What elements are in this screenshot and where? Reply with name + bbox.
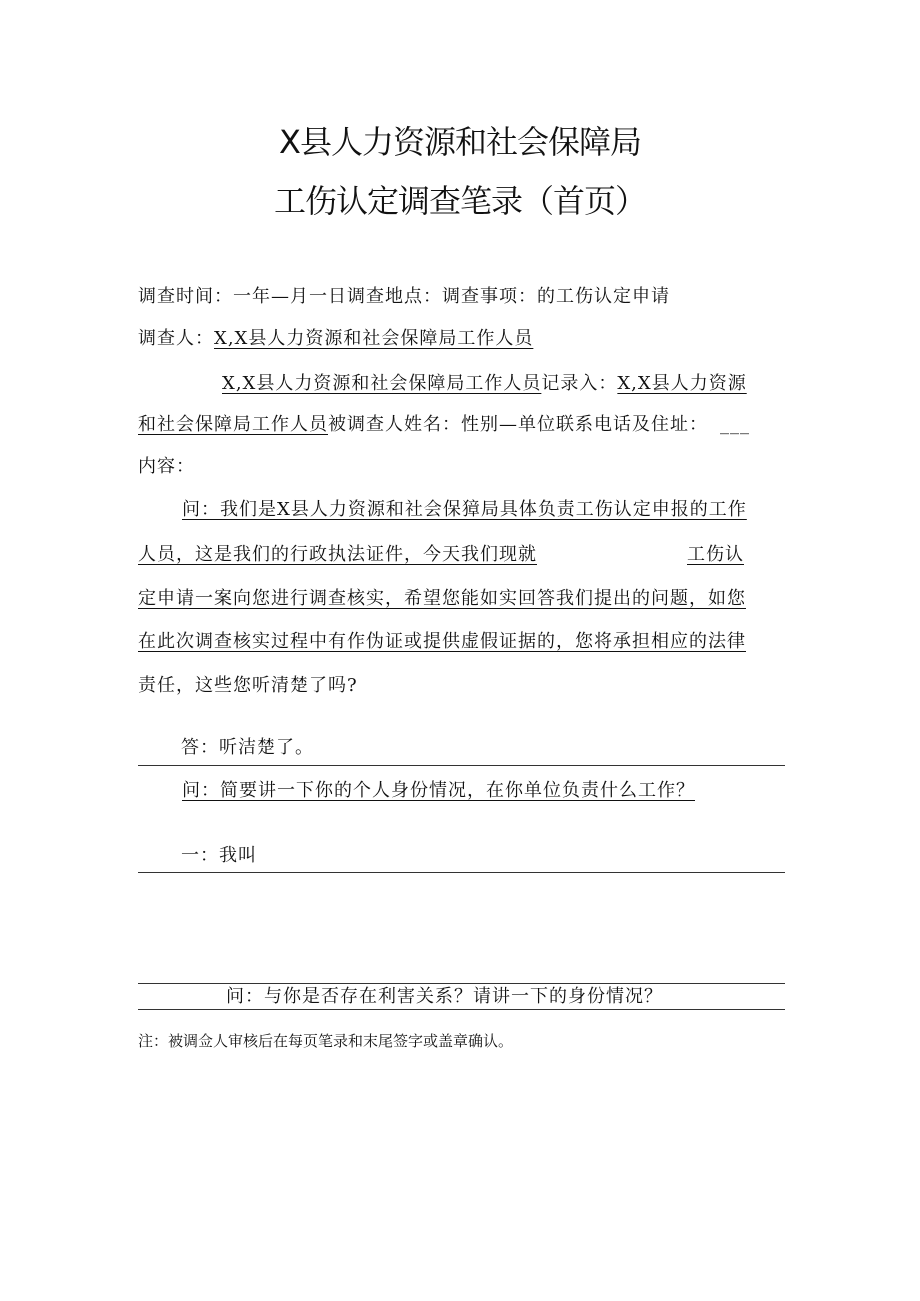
document-title-line-2: 工伤认定调查笔录（首页） xyxy=(273,182,646,220)
q1-line-1-text: 问：我们是X县人力资源和社会保獐局具体负责工伤认定申报的工作 xyxy=(182,499,747,520)
q3-top-rule xyxy=(138,983,785,984)
recorder-label: 记录入： xyxy=(541,373,618,394)
q1-line-3 xyxy=(138,590,746,608)
respondent-fields: 被调查人姓名：性别—单位联系电话及住址： xyxy=(328,414,708,435)
respondent-blank: ___ xyxy=(720,414,750,435)
a2-underline xyxy=(138,872,785,873)
footer-note: 注：被调佥人审核后在每页笔录和末尾签字或盖章确认。 xyxy=(138,1032,514,1050)
investigator-label: 调查人： xyxy=(138,328,214,349)
investigator2-recorder-row xyxy=(222,375,747,393)
q3-text: 问：与你是否存在利害关系？请讲一下的身份情况？ xyxy=(226,986,663,1007)
investigator-value: X,X县人力资源和社会保障局工作人员 xyxy=(214,328,534,349)
q3-bottom-rule xyxy=(138,1009,785,1010)
a1-text: 答：听洁楚了。 xyxy=(181,737,314,758)
q1-line-4 xyxy=(138,633,746,651)
q2-text: 问：简要讲一下你的个人身份情况，在你单位负责什么工作？ xyxy=(182,780,695,801)
q1-line-2-text-a: 人员，这是我们的行政执法证件，今天我们现就 xyxy=(138,544,537,565)
q1-line-2 xyxy=(138,546,744,564)
q1-line-4-text: 在此次调查核实过程中有作伪证或提供虚假证据的，您将承担相应的法律 xyxy=(138,631,746,652)
q1-line-3-text: 定申请一案向您进行调查核实，希望您能如实回答我们提出的问题，如您 xyxy=(138,588,746,609)
q1-blank xyxy=(537,546,687,564)
q1-line-5: 责任，这些您听清楚了吗? xyxy=(138,675,358,696)
a2-text: 一：我叫 xyxy=(181,845,257,866)
document-title-line-1: X县人力资源和社会保障局 xyxy=(279,123,641,161)
recorder-value-part1: X,X县人力资源 xyxy=(617,373,747,394)
survey-time-location-row: 调查时间：一年—月一日调查地点：调查事项：的工伤认定申请 xyxy=(138,286,670,307)
recorder-value-part2: 和社会保障局工作人员 xyxy=(138,414,328,435)
investigator-row xyxy=(138,330,533,348)
a1-underline xyxy=(138,765,785,766)
content-label: 内容： xyxy=(138,456,195,477)
investigator2-value: X,X县人力资源和社会保障局工作人员 xyxy=(222,373,542,394)
q1-line-2-text-b: 工伤认 xyxy=(687,544,744,565)
respondent-row xyxy=(138,416,750,434)
q1-line-1 xyxy=(182,501,747,519)
q2-row xyxy=(182,782,695,800)
